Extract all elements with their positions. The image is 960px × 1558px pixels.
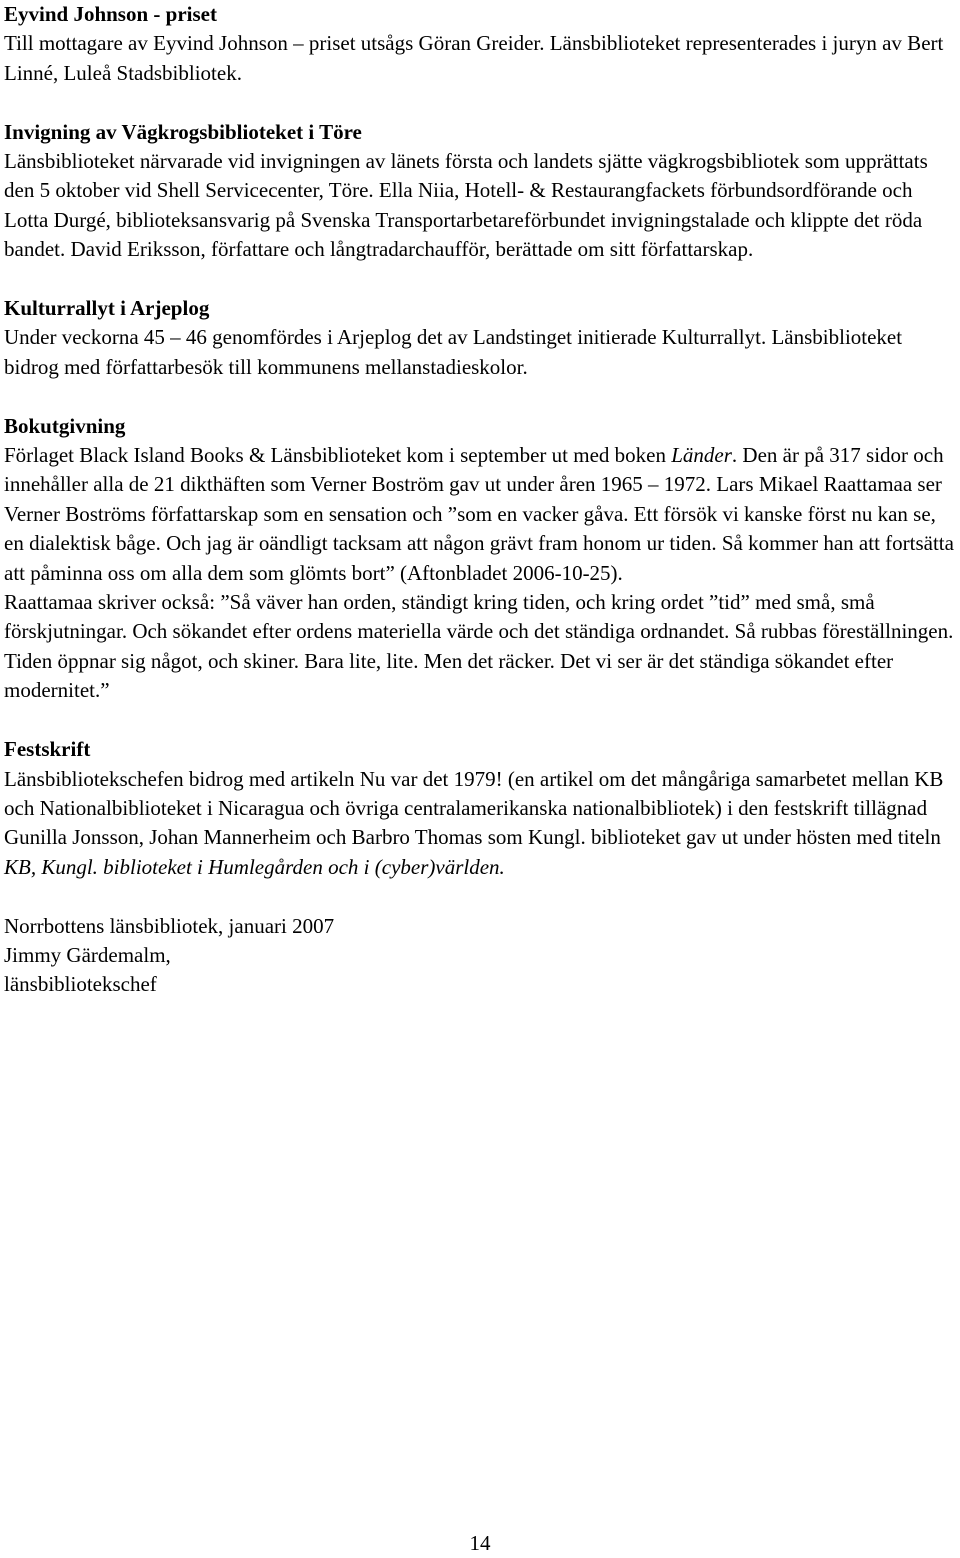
spacer (4, 382, 956, 411)
section-body-invigning: Länsbiblioteket närvarade vid invigningen av länets första och landets sjätte vägkrogsbibliotek som upprättats den 5 oktober vid Shell Servicecenter, Töre. Ella Niia, Hotell- & Restaurangfackets förbundsordförande och Lotta Durgé, biblioteksansvarig på Svenska Transportarbetareförbundet invigningstalade och klippte det röda bandet. David Eriksson, författare och långtradarchaufför, berättade om sitt författarskap. (4, 149, 928, 262)
section-heading-festskrift: Festskrift (4, 737, 91, 762)
body-text: . Den är på 317 sidor och innehåller alla de 21 dikthäften som Verner Boström gav ut under åren 1965 – 1972. Lars Mikael Raattamaa ser Verner Boströms författarskap som en sensation och ”som en vacker gåva. Ett försök vi kanske först nu kan se, en dialektisk båge. Och jag är oändligt tacksam att någon grävt fram honom ur tiden. Så kommer han att fortsätta att påminna oss om alla dem som glömts bort” (Aftonbladet 2006-10-25). (4, 443, 954, 585)
section-heading-eyvind: Eyvind Johnson - priset (4, 2, 217, 26)
signature-place-date: Norrbottens länsbibliotek, januari 2007 (4, 913, 335, 938)
spacer (4, 265, 956, 294)
section-heading-kulturrallyt: Kulturrallyt i Arjeplog (4, 296, 210, 321)
spacer (4, 88, 956, 117)
section-heading-invigning: Invigning av Vägkrogsbiblioteket i Töre (4, 119, 362, 144)
body-text: Länsbibliotekschefen bidrog med artikeln Nu var det 1979! (en artikel om det mångåriga samarbetet mellan KB och Nationalbiblioteket i Nicaragua och övriga centralamerikanska nationalbibliotek) i den festskrift tillägnad Gunilla Jonsson, Johan Mannerheim och Barbro Thomas som Kungl. biblioteket gav ut under hösten med titeln (4, 766, 944, 850)
book-title: Länder (671, 443, 732, 468)
page-number: 14 (469, 1531, 491, 1555)
festschrift-title: KB, Kungl. biblioteket i Humlegården och i (cyber)världen. (4, 854, 505, 879)
spacer (4, 706, 956, 735)
section-body-eyvind: Till mottagare av Eyvind Johnson – priset utsågs Göran Greider. Länsbiblioteket representerades i juryn av Bert Linné, Luleå Stadsbibliotek. (4, 31, 944, 85)
body-text: Förlaget Black Island Books & Länsbiblioteket kom i september ut med boken (4, 443, 672, 468)
signature-title: länsbibliotekschef (4, 972, 157, 997)
section-body-bokutgivning-quote: Raattamaa skriver också: ”Så väver han orden, ständigt kring tiden, och kring ordet ”tid” med små, små förskjutningar. Och sökandet efter ordens materiella värde och det ständiga ordnandet. Så rubbas föreställningen. Tiden öppnar sig något, och skiner. Bara lite, lite. Men det räcker. Det vi ser är det ständiga sökandet efter modernitet.” (4, 590, 954, 703)
document-page (4, 0, 956, 1000)
signature-name: Jimmy Gärdemalm, (4, 942, 171, 967)
spacer (4, 882, 956, 911)
section-body-bokutgivning (4, 441, 956, 588)
section-body-festskrift (4, 765, 956, 883)
section-heading-bokutgivning: Bokutgivning (4, 413, 126, 438)
section-body-kulturrallyt: Under veckorna 45 – 46 genomfördes i Arjeplog det av Landstinget initierade Kulturrallyt. Länsbiblioteket bidrog med författarbesök till kommunens mellanstadieskolor. (4, 325, 903, 379)
